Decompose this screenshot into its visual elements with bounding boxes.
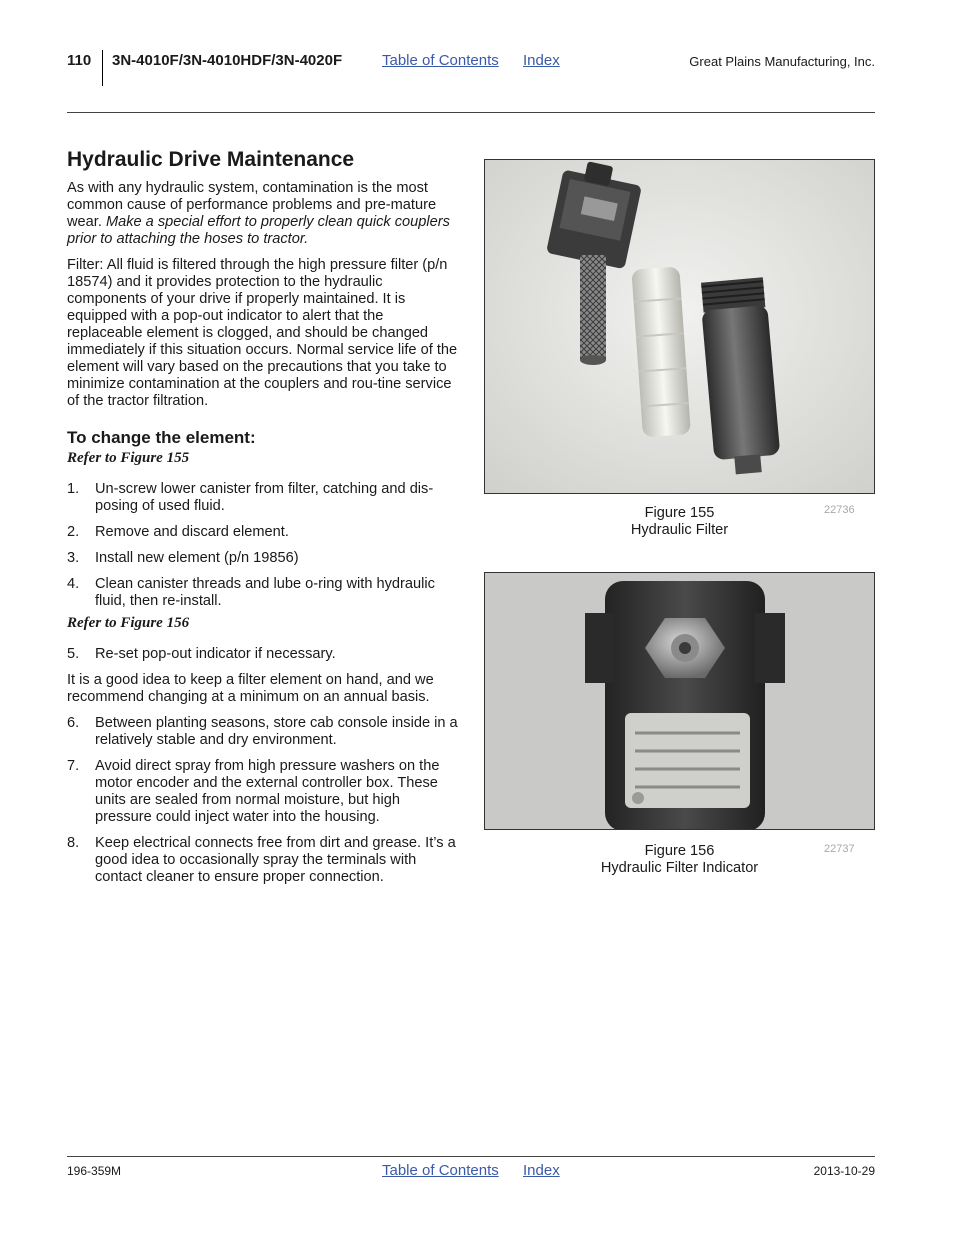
figure-156-title: Hydraulic Filter Indicator xyxy=(600,860,759,876)
step-number: 5. xyxy=(67,646,80,662)
figure-reference-156: Refer to Figure 156 xyxy=(67,615,190,631)
steps-list-a xyxy=(67,481,459,610)
footer-index-link[interactable]: Index xyxy=(523,1162,560,1179)
step-item xyxy=(67,481,459,515)
step-text: Clean canister threads and lube o-ring with hydraulic fluid, then re-install. xyxy=(95,576,435,609)
step-text: Install new element (p/n 19856) xyxy=(95,550,299,566)
figure-reference-155: Refer to Figure 155 xyxy=(67,450,190,466)
section-title: Hydraulic Drive Maintenance xyxy=(67,148,355,171)
figure-156-caption xyxy=(484,843,875,877)
step-item xyxy=(67,524,459,541)
document-number: 196-359M xyxy=(67,1164,122,1178)
step-number: 3. xyxy=(67,550,80,566)
figure-155-caption xyxy=(484,505,875,539)
intro-italic-text: Make a special effort to properly clean quick couplers prior to attaching the hoses to tractor. xyxy=(67,214,450,247)
subheading: To change the element: xyxy=(67,428,256,447)
figure-155-label: Figure 155 xyxy=(644,505,715,521)
step-text: Remove and discard element. xyxy=(95,524,289,540)
figure-155-photo xyxy=(484,159,875,494)
step-number: 4. xyxy=(67,576,80,592)
figure-156-id: 22737 xyxy=(824,843,855,855)
step-number: 8. xyxy=(67,835,80,851)
filter-paragraph: Filter: All fluid is filtered through the high pressure filter (p/n 18574) and it provides protection to the hydraulic components of your drive if properly maintained. It is equipped with a pop-out indicator to alert that the replaceable element is clogged, and should be changed immediately if this situation occurs. Normal service life of the element will vary based on the precautions that you take to minimize contamination at the couplers and rou-tine service of the tractor filtration. xyxy=(67,257,458,409)
figure-156-photo xyxy=(484,572,875,830)
step-text: Re-set pop-out indicator if necessary. xyxy=(95,646,336,662)
figure-156-label: Figure 156 xyxy=(644,843,715,859)
hydraulic-filter-image xyxy=(485,160,875,494)
company-name: Great Plains Manufacturing, Inc. xyxy=(689,54,875,69)
step-text: Un-screw lower canister from filter, catching and dis-posing of used fluid. xyxy=(95,481,434,514)
intro-plain-text: As with any hydraulic system, contamination is the most common cause of performance problems and pre-mature wear. xyxy=(67,180,437,230)
keep-element-paragraph: It is a good idea to keep a filter element on hand, and we recommend changing at a minimum on an annual basis. xyxy=(67,672,434,705)
steps-list-c xyxy=(67,715,459,886)
step-text: Avoid direct spray from high pressure washers on the motor encoder and the external controller box. These units are sealed from normal moisture, but high pressure could inject water into the housing. xyxy=(95,758,440,825)
footer-rule xyxy=(67,1156,875,1157)
step-text: Between planting seasons, store cab console inside in a relatively stable and dry environment. xyxy=(95,715,458,748)
header-index-link[interactable]: Index xyxy=(523,52,560,69)
step-item xyxy=(67,835,459,886)
intro-paragraph xyxy=(67,180,459,248)
steps-list-b xyxy=(67,646,459,663)
publish-date: 2013-10-29 xyxy=(813,1164,875,1178)
figure-155-title: Hydraulic Filter xyxy=(630,522,729,538)
step-item xyxy=(67,576,459,610)
page-number: 110 xyxy=(67,52,92,69)
step-text: Keep electrical connects free from dirt and grease. It’s a good idea to occasionally spray the terminals with contact cleaner to ensure proper connection. xyxy=(95,835,456,885)
step-number: 1. xyxy=(67,481,80,497)
step-item xyxy=(67,715,459,749)
step-item xyxy=(67,646,459,663)
header-rule xyxy=(67,112,875,113)
footer-toc-link[interactable]: Table of Contents xyxy=(382,1162,499,1179)
header-divider xyxy=(102,50,103,86)
main-text-column xyxy=(67,148,459,895)
step-number: 7. xyxy=(67,758,80,774)
step-number: 6. xyxy=(67,715,80,731)
step-item xyxy=(67,758,459,826)
header-toc-link[interactable]: Table of Contents xyxy=(382,52,499,69)
step-number: 2. xyxy=(67,524,80,540)
figure-155-id: 22736 xyxy=(824,504,855,516)
step-item xyxy=(67,550,459,567)
filter-indicator-image xyxy=(485,573,875,830)
model-title: 3N-4010F/3N-4010HDF/3N-4020F xyxy=(112,52,343,69)
